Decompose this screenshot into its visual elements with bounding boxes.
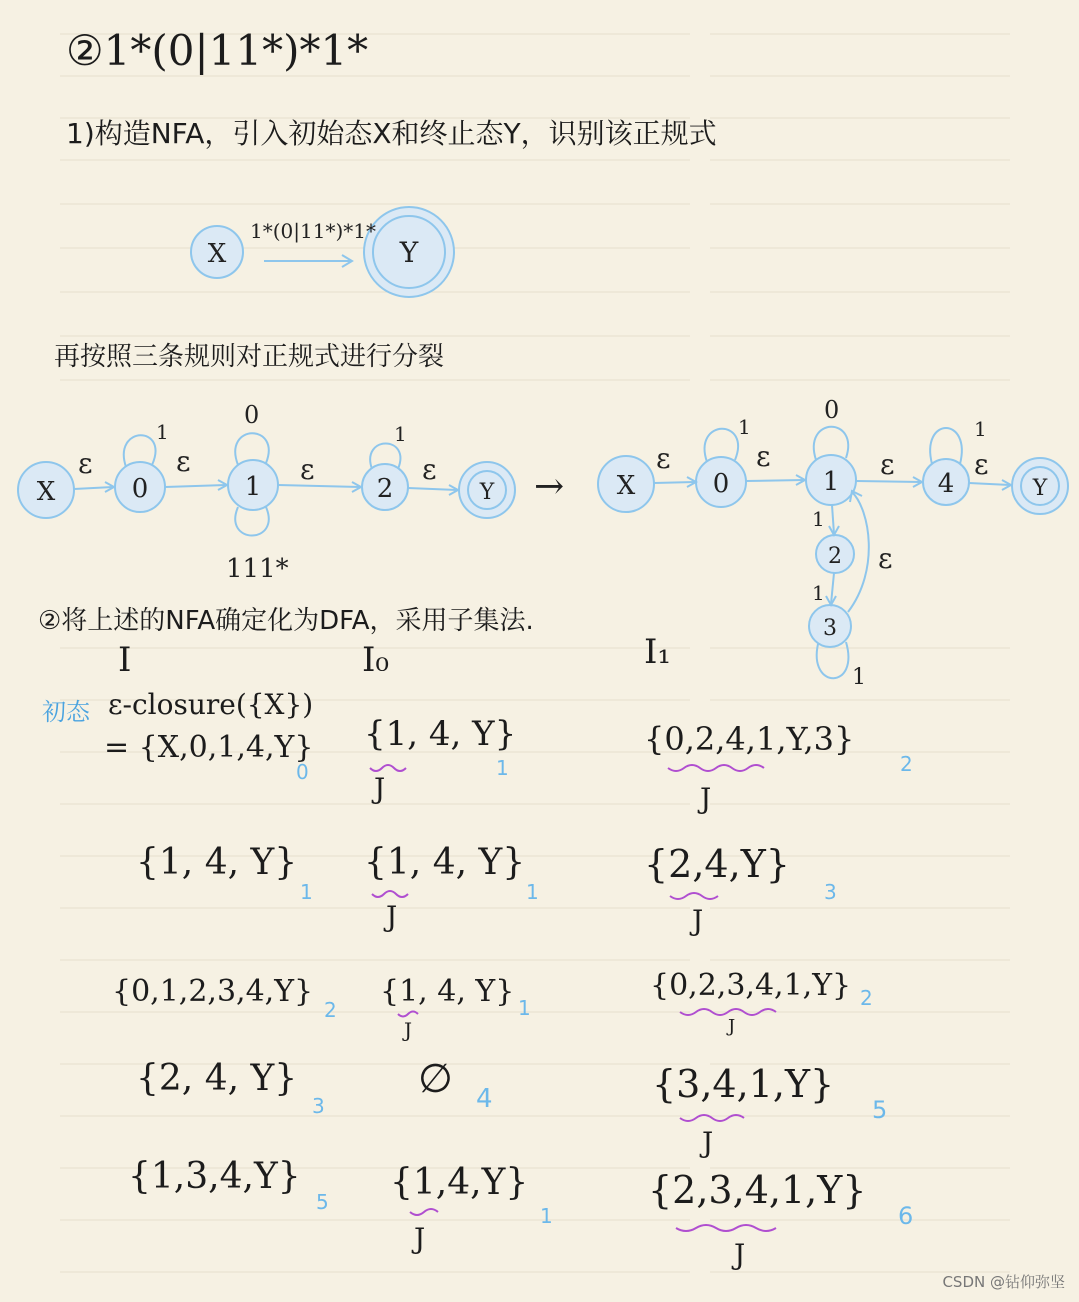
header-i0: I₀: [362, 640, 390, 680]
svg-text:Y: Y: [479, 480, 495, 505]
svg-text:1: 1: [812, 581, 825, 605]
row4-i0-subscript: 1: [540, 1204, 553, 1228]
row4-i1-set: {2,3,4,1,Y}: [648, 1168, 867, 1212]
svg-text:ε: ε: [756, 440, 771, 473]
row1-i1-set: {2,4,Y}: [644, 842, 790, 886]
row2-i0-subscript: 1: [518, 996, 531, 1020]
svg-text:2: 2: [828, 544, 842, 569]
svg-text:ε: ε: [656, 442, 671, 475]
svg-text:1: 1: [974, 417, 987, 441]
j-mark-row1-i0: J: [386, 900, 398, 933]
svg-text:1: 1: [156, 420, 169, 444]
row0-i1-subscript: 2: [900, 752, 913, 776]
svg-text:ε: ε: [422, 453, 437, 486]
row0-i-subscript: 0: [296, 760, 309, 784]
row1-i-set: {1, 4, Y}: [136, 842, 298, 883]
svg-text:2: 2: [376, 474, 394, 504]
svg-text:X: X: [36, 477, 56, 507]
row1-i0-subscript: 1: [526, 880, 539, 904]
header-i1: I₁: [644, 632, 672, 672]
j-mark-row4-i0: J: [414, 1222, 426, 1255]
svg-text:0: 0: [244, 401, 260, 429]
row2-i0-set: {1, 4, Y}: [380, 974, 515, 1009]
row2-i-subscript: 2: [324, 998, 337, 1022]
row3-i0-subscript: 4: [476, 1084, 493, 1114]
state-x-label: X: [207, 239, 227, 269]
svg-text:ε: ε: [974, 448, 989, 481]
row2-i1-set: {0,2,3,4,1,Y}: [650, 968, 852, 1003]
row2-i1-subscript: 2: [860, 986, 873, 1010]
svg-text:0: 0: [131, 474, 149, 504]
row0-i0-set: {1, 4, Y}: [364, 714, 517, 754]
svg-text:1: 1: [394, 422, 407, 446]
j-mark-row2-i1: J: [728, 1016, 736, 1037]
row1-i1-subscript: 3: [824, 880, 837, 904]
svg-text:0: 0: [824, 396, 840, 424]
initial-state-label: 初态: [42, 698, 90, 726]
step2-heading: ②将上述的NFA确定化为DFA，采用子集法.: [38, 606, 534, 636]
row1-i-subscript: 1: [300, 880, 313, 904]
closure-expression: ε-closure({X}): [108, 688, 314, 721]
row4-i-set: {1,3,4,Y}: [128, 1156, 301, 1197]
svg-text:Y: Y: [1032, 476, 1048, 501]
simple-edge-label: 1*(0|11*)*1*: [250, 219, 376, 243]
svg-text:ε: ε: [878, 542, 893, 575]
row3-i-set: {2, 4, Y}: [136, 1058, 298, 1099]
transform-arrow: →: [534, 466, 565, 507]
closure-result: = {X,0,1,4,Y}: [104, 730, 314, 765]
svg-text:ε: ε: [300, 453, 315, 486]
row3-i1-set: {3,4,1,Y}: [652, 1062, 835, 1106]
state-y-label: Y: [399, 236, 419, 269]
row4-i0-set: {1,4,Y}: [390, 1162, 529, 1203]
svg-text:1: 1: [244, 472, 262, 502]
split-instruction: 再按照三条规则对正规式进行分裂: [54, 342, 445, 372]
j-mark-row1-i1: J: [692, 904, 704, 937]
watermark: CSDN @钻仰弥坚: [942, 1273, 1065, 1291]
j-mark-row0-i1: J: [700, 782, 712, 815]
svg-text:1: 1: [812, 507, 825, 531]
svg-text:1: 1: [822, 467, 840, 497]
svg-text:ε: ε: [78, 447, 93, 480]
row0-i1-set: {0,2,4,1,Y,3}: [644, 720, 855, 758]
row3-i1-subscript: 5: [872, 1096, 888, 1124]
header-i: I: [118, 640, 132, 680]
j-mark-row3-i1: J: [702, 1126, 714, 1159]
svg-text:111*: 111*: [226, 554, 289, 584]
svg-text:1: 1: [852, 665, 866, 690]
row1-i0-set: {1, 4, Y}: [364, 842, 526, 883]
row2-i-set: {0,1,2,3,4,Y}: [112, 974, 314, 1009]
svg-text:ε: ε: [880, 448, 895, 481]
j-mark-row0-i0: J: [374, 772, 386, 805]
step1-heading: 1)构造NFA，引入初始态X和终止态Y，识别该正规式: [66, 117, 717, 150]
svg-text:4: 4: [937, 469, 955, 499]
svg-text:3: 3: [823, 616, 837, 641]
svg-text:1: 1: [738, 415, 751, 439]
row3-i0-set: ∅: [418, 1056, 453, 1102]
row4-i-subscript: 5: [316, 1190, 329, 1214]
j-mark-row4-i1: J: [734, 1238, 746, 1271]
svg-text:ε: ε: [176, 445, 191, 478]
j-mark-row2-i0: J: [404, 1018, 413, 1042]
row3-i-subscript: 3: [312, 1094, 325, 1118]
row0-i0-subscript: 1: [496, 756, 509, 780]
svg-text:X: X: [616, 471, 636, 501]
problem-title: ②1*(0|11*)*1*: [66, 26, 369, 75]
row4-i1-subscript: 6: [898, 1202, 914, 1230]
svg-text:0: 0: [712, 469, 730, 499]
